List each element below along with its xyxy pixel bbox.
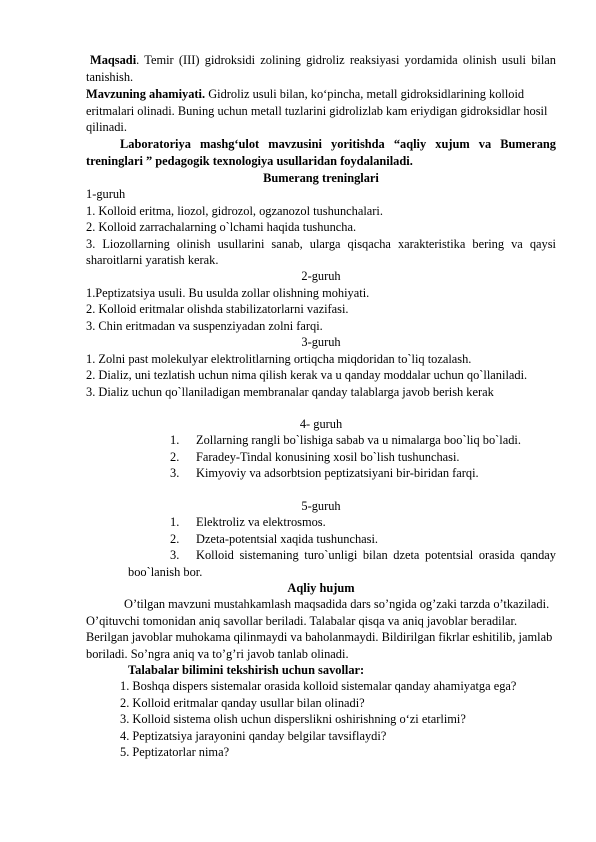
item-text: Faradey-Tindal konusining xosil bo`lish tushunchasi. [196, 449, 460, 464]
brainstorm-paragraph: O’tilgan mavzuni mustahkamlash maqsadida dars so’ngida og’zaki tarzda o’tkaziladi. O’qituvchi tomonidan aniq savollar beriladi. Talabalar qisqa va aniq javoblar beradilar. Berilgan javoblar muhokama qilinmaydi va baholanmaydi. Bildirilgan fikrlar eshitilib, jamlab boriladi. So’ngra aniq va to’g’ri javob tanlab olinadi. [86, 597, 553, 661]
importance-paragraph [86, 86, 556, 136]
item-number: 2. [170, 449, 180, 464]
item-number: 3. [170, 548, 180, 563]
lab-heading: Laboratoriya mashg‘ulot mavzusini yoritishda “aqliy xujum va Bumerang treninglari ” pedagogik texnologiya usullaridan foydalaniladi. [86, 137, 556, 168]
boomerang-heading: Bumerang treninglari [263, 171, 379, 185]
list-item [128, 547, 556, 580]
group-3-label: 3-guruh [301, 335, 341, 349]
purpose-label: Maqsadi [90, 53, 137, 67]
question-item: 2. Kolloid eritmalar qanday usullar bilan olinadi? [120, 695, 365, 710]
purpose-text: . Temir (III) gidroksidi zolining gidroliz reaksiyasi yordamida olinish usuli bilan tanishish. [86, 53, 556, 84]
question-item: 1. Boshqa dispers sistemalar orasida kolloid sistemalar qanday ahamiyatga ega? [120, 679, 517, 693]
importance-label: Mavzuning ahamiyati. [86, 87, 206, 101]
importance-text: Gidroliz usuli bilan, ko‘pincha, metall gidroksidlarining kolloid eritmalari olinadi. Buning uchun metall tuzlarini gidrolizlab kam eriydigan gidroksidlar hosil qilinadi. [86, 87, 548, 135]
questions-heading: Talabalar bilimini tekshirish uchun savollar: [128, 663, 365, 677]
list-item: 3. Dializ uchun qo`llaniladigan membranalar qanday talablarga javob berish kerak [86, 384, 494, 399]
item-text: Dzeta-potentsial xaqida tushunchasi. [196, 531, 379, 546]
group-4-list [140, 432, 568, 482]
list-item: 2. Kolloid zarrachalarning o`lchami haqida tushuncha. [86, 220, 357, 235]
item-number: 2. [170, 531, 180, 546]
list-item [140, 449, 568, 466]
item-text: Kolloid sistemaning turo`unligi bilan dzeta potentsial orasida qanday boo`lanish bor. [128, 548, 556, 579]
questions-list [86, 678, 556, 761]
question-item: 4. Peptizatsiya jarayonini qanday belgilar tavsiflaydi? [120, 728, 387, 743]
question-item: 3. Kolloid sistema olish uchun disperslikni oshirishning o‘zi etarlimi? [120, 712, 466, 727]
list-item: 1. Zolni past molekulyar elektrolitlarning ortiqcha miqdoridan to`liq tozalash. [86, 351, 472, 366]
list-item: 1. Kolloid eritma, liozol, gidrozol, ogzanozol tushunchalari. [86, 203, 383, 218]
group-5-list [128, 514, 556, 580]
item-text: Elektroliz va elektrosmos. [196, 515, 326, 529]
group-1-label: 1-guruh [86, 187, 126, 201]
group-3 [86, 334, 556, 400]
list-item: 3. Liozollarning olinish usullarini sanab, ularga qisqacha xarakteristika bering va qaysi sharoitlarni yaratish kerak. [86, 236, 556, 268]
item-number: 3. [170, 466, 180, 481]
group-2 [86, 268, 556, 334]
group-4-label: 4- guruh [299, 417, 343, 431]
list-item: 2. Dializ, uni tezlatish uchun nima qilish kerak va u qanday moddalar uchun qo`llaniladi. [86, 368, 528, 383]
item-text: Kimyoviy va adsorbtsion peptizatsiyani bir-biridan farqi. [196, 466, 479, 481]
purpose-paragraph [86, 52, 556, 85]
list-item [140, 465, 568, 482]
item-number: 1. [170, 433, 180, 447]
item-number: 1. [170, 515, 180, 529]
list-item [128, 531, 556, 548]
list-item [128, 514, 556, 531]
group-2-label: 2-guruh [301, 269, 341, 283]
brainstorm-heading: Aqliy hujum [287, 581, 355, 595]
list-item: 2. Kolloid eritmalar olishda stabilizatorlarni vazifasi. [86, 302, 349, 317]
item-text: Zollarning rangli bo`lishiga sabab va u nimalarga boo`liq bo`ladi. [196, 433, 521, 447]
list-item: 1.Peptizatsiya usuli. Bu usulda zollar olishning mohiyati. [86, 285, 370, 300]
group-5-label: 5-guruh [301, 499, 341, 513]
group-1 [86, 186, 556, 269]
list-item: 3. Chin eritmadan va suspenziyadan zolni farqi. [86, 318, 323, 333]
question-item: 5. Peptizatorlar nima? [120, 745, 230, 760]
list-item [140, 432, 568, 449]
